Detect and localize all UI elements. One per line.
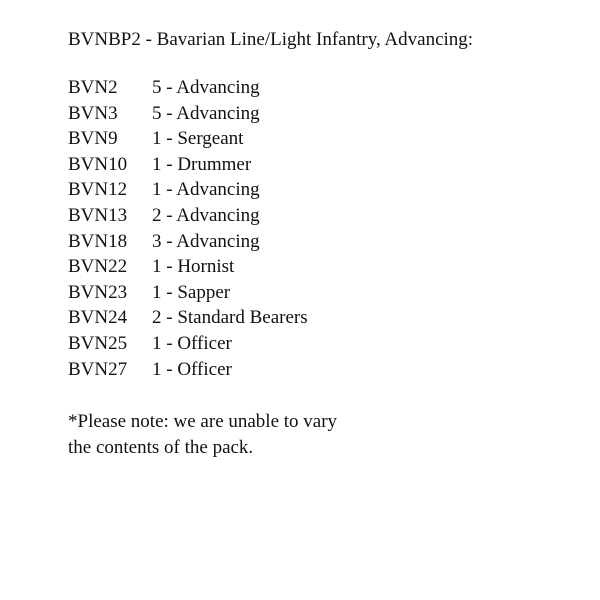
- list-item: [68, 75, 308, 101]
- item-description: 5 - Advancing: [152, 77, 260, 98]
- item-description: 2 - Advancing: [152, 204, 260, 226]
- item-code: BVN9: [68, 128, 118, 150]
- list-item: [68, 357, 308, 383]
- list-item: [68, 254, 308, 280]
- list-item: [68, 203, 308, 229]
- list-item: [68, 331, 308, 357]
- list-item: [68, 305, 308, 331]
- item-code: BVN23: [68, 281, 128, 303]
- item-description: 1 - Officer: [152, 332, 232, 354]
- item-description: 5 - Advancing: [152, 102, 260, 124]
- item-code: BVN10: [68, 153, 128, 175]
- item-description: 1 - Sergeant: [152, 128, 244, 150]
- item-code: BVN12: [68, 179, 128, 201]
- item-description: 1 - Officer: [152, 358, 232, 380]
- item-code: BVN27: [68, 358, 128, 380]
- note-line: the contents of the pack.: [68, 437, 254, 458]
- pack-title: BVNBP2 - Bavarian Line/Light Infantry, Advancing:: [68, 29, 474, 50]
- item-description: 1 - Advancing: [152, 179, 260, 201]
- item-description: 1 - Hornist: [152, 256, 235, 278]
- item-code: BVN3: [68, 102, 118, 124]
- item-description: 1 - Drummer: [152, 153, 252, 175]
- item-code: BVN2: [68, 77, 118, 98]
- note-line: *Please note: we are unable to vary: [68, 411, 338, 432]
- pack-contents-list: [68, 75, 308, 382]
- item-code: BVN22: [68, 256, 128, 278]
- item-code: BVN18: [68, 230, 128, 252]
- list-item: [68, 280, 308, 306]
- item-description: 3 - Advancing: [152, 230, 260, 252]
- item-code: BVN25: [68, 332, 128, 354]
- list-item: [68, 101, 308, 127]
- pack-note: [68, 409, 337, 461]
- item-code: BVN13: [68, 204, 128, 226]
- item-code: BVN24: [68, 307, 128, 329]
- list-item: [68, 126, 308, 152]
- item-description: 1 - Sapper: [152, 281, 231, 303]
- item-description: 2 - Standard Bearers: [152, 307, 308, 329]
- list-item: [68, 177, 308, 203]
- list-item: [68, 152, 308, 178]
- list-item: [68, 229, 308, 255]
